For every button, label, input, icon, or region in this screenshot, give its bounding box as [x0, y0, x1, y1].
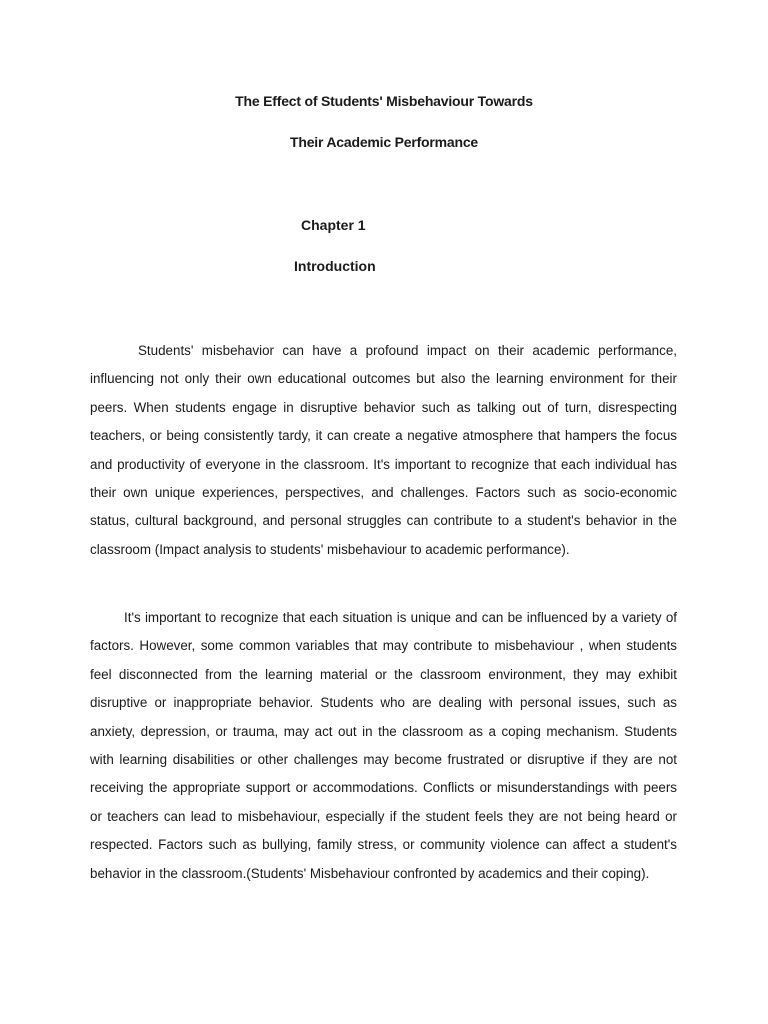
body-paragraph-1: Students' misbehavior can have a profound impact on their academic performance, influencing not only their own educational outcomes but also the learning environment for their peers. When students engage in disruptive behavior such as talking out of turn, disrespecting teachers, or being consistently tardy, it can create a negative atmosphere that hampers the focus and productivity of everyone in the classroom. It's important to recognize that each individual has their own unique experiences, perspectives, and challenges. Factors such as socio-economic status, cultural background, and personal struggles can contribute to a student's behavior in the classroom (Impact analysis to students' misbehaviour to academic performance).	[90, 343, 677, 557]
chapter-heading: Chapter 1	[301, 217, 366, 233]
body-paragraph-2: It's important to recognize that each situation is unique and can be influenced by a variety of factors. However, some common variables that may contribute to misbehaviour , when students feel disconnected from the learning material or the classroom environment, they may exhibit disruptive or inappropriate behavior. Students who are dealing with personal issues, such as anxiety, depression, or trauma, may act out in the classroom as a coping mechanism. Students with learning disabilities or other challenges may become frustrated or disruptive if they are not receiving the appropriate support or accommodations. Conflicts or misunderstandings with peers or teachers can lead to misbehaviour, especially if the student feels they are not being heard or respected. Factors such as bullying, family stress, or community violence can affect a student's behavior in the classroom.(Students' Misbehaviour confronted by academics and their coping).	[90, 610, 677, 881]
section-heading-introduction: Introduction	[294, 258, 376, 274]
document-title-line-2: Their Academic Performance	[289, 134, 479, 150]
document-title-line-1: The Effect of Students' Misbehaviour Towards	[235, 93, 533, 109]
